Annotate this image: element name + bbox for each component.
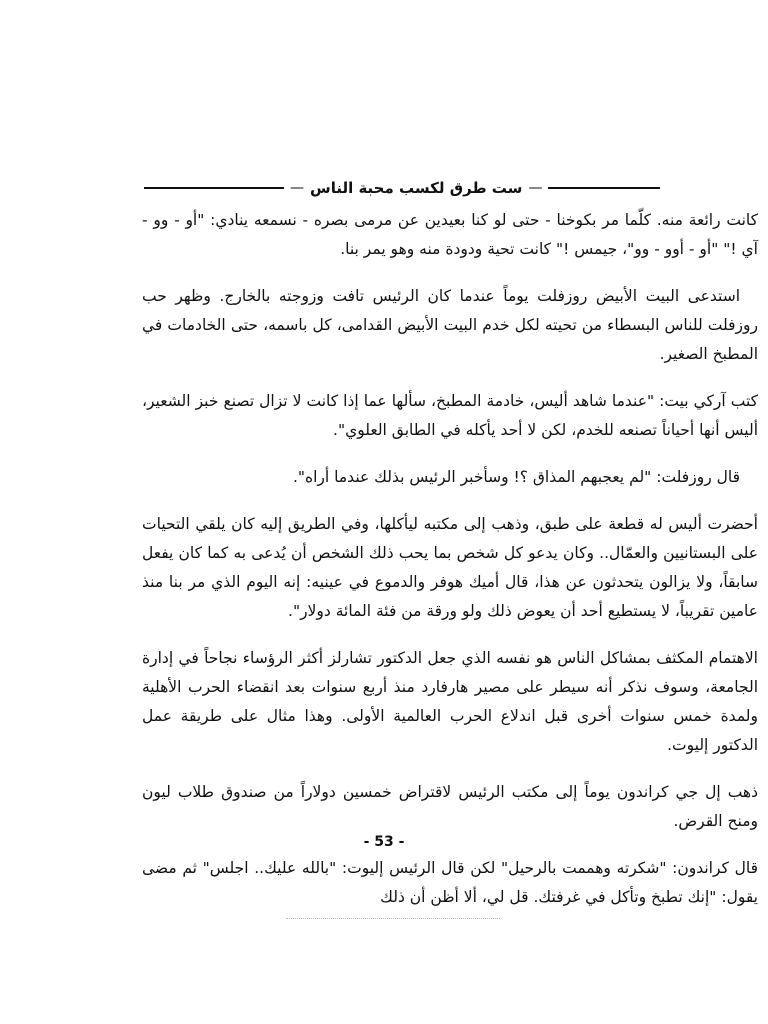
paragraph: كتب آركي بيت: "عندما شاهد أليس، خادمة المطبخ، سألها عما إذا كانت لا تزال تصنع خبز الشعير، أليس أنها أحياناً تصنعه للخدم، لكن لا أحد يأكله في الطابق العلوي". [142,392,758,439]
header-dash-right: — [528,180,543,196]
running-header [144,176,756,200]
body-text [142,206,758,930]
paragraph: الاهتمام المكثف بمشاكل الناس هو نفسه الذي جعل الدكتور تشارلز أكثر الرؤساء نجاحاً في إدارة الجامعة، وسوف نذكر أنه سيطر على مصير هارفارد منذ أربع سنوات بعد انقضاء الحرب الأهلية ولمدة خمس سنوات أخرى قبل اندلاع الحرب العالمية الأولى. وهذا مثال على طريقة عمل الدكتور إليوت. [142,649,758,754]
paragraph: استدعى البيت الأبيض روزفلت يوماً عندما كان الرئيس تافت وزوجته بالخارج. وظهر حب روزفلت للناس البسطاء من تحيته لكل خدم البيت الأبيض القدامى، كل باسمه، حتى الخادمات في المطبخ الصغير. [142,287,758,363]
running-title: ست طرق لكسب محبة الناس [310,179,523,197]
header-rule-left [144,187,284,189]
page-number: - 53 - [363,834,405,850]
paragraph: ذهب إل جي كراندون يوماً إلى مكتب الرئيس لاقتراض خمسين دولاراً من صندوق طلاب ليون ومنح القرض. [142,783,758,830]
header-rule-right [548,187,660,189]
footer-faint-rule [286,918,500,920]
paragraph: أحضرت أليس له قطعة على طبق، وذهب إلى مكتبه ليأكلها، وفي الطريق إليه كان يلقي التحيات على البستانيين والعمّال.. وكان يدعو كل شخص بما يحب ذلك الشخص أن يُدعى به كما كان يفعل سابقاً، ولا يزالون يتحدثون عن هذا، قال أميك هوفر والدموع في عينيه: إنه اليوم الذي مر بنا منذ عامين تقريباً، لا يستطيع أحد أن يعوض ذلك ولو ورقة من فئة المائة دولار". [142,515,758,620]
paragraph: قال روزفلت: "لم يعجبهم المذاق ؟! وسأخبر الرئيس بذلك عندما أراه". [292,468,740,486]
header-dash-left: — [290,180,304,196]
paragraph: كانت رائعة منه. كلّما مر بكوخنا - حتى لو كنا بعيدين عن مرمى بصره - نسمعه ينادي: "أو - وو - آي !" "أو - أوو - وو"، جيمس !" كانت تحية ودودة منه وهو يمر بنا. [142,211,758,258]
paragraph: قال كراندون: "شكرته وهممت بالرحيل" لكن قال الرئيس إليوت: "بالله عليك.. اجلس" ثم مضى يقول: "إنك تطبخ وتأكل في غرفتك. قل لي، ألا أظن أن ذلك [142,859,758,906]
